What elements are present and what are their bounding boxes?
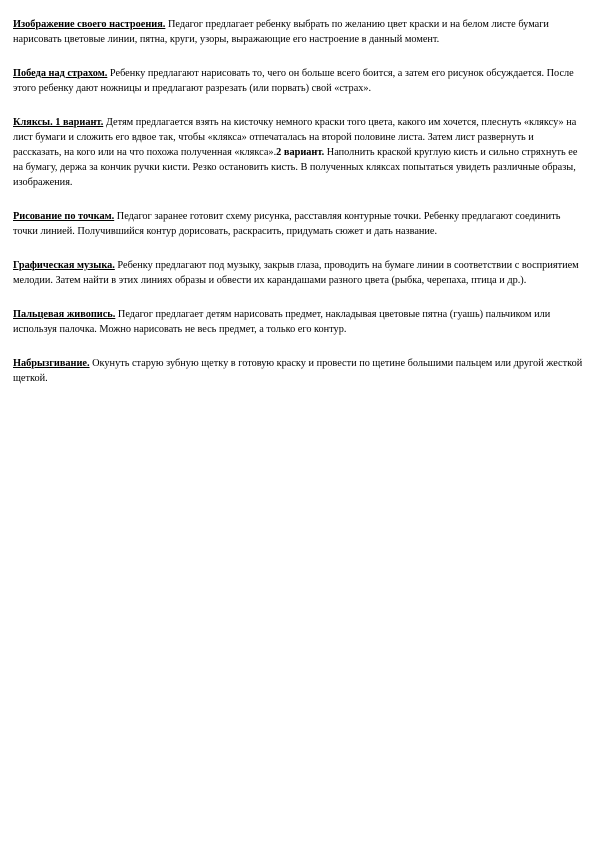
technique-description: Педагог предлагает ребенку выбрать по желанию цвет краски и на белом листе бумаги нарисовать цветовые линии, пятна, круги, узоры, выражающие его настроение в данный момент. <box>13 19 549 45</box>
technique-title: Набрызгивание. <box>13 358 90 369</box>
technique-description: Ребенку предлагают нарисовать то, чего он больше всего боится, а затем его рисунок обсуждается. После этого ребенку дают ножницы и предлагают разрезать (или порвать) свой «страх». <box>13 68 574 94</box>
paragraph-mood-drawing <box>13 17 583 47</box>
technique-title: Рисование по точкам. <box>13 211 115 222</box>
paragraph-victory-over-fear <box>13 66 583 96</box>
technique-description: Педагог предлагает детям нарисовать предмет, накладывая цветовые пятна (гуашь) пальчиком или используя палочка. Можно нарисовать не весь предмет, а только его контур. <box>13 309 551 335</box>
variant-label: 2 вариант. <box>276 147 325 158</box>
document-page <box>13 17 583 405</box>
paragraph-graphic-music <box>13 258 583 288</box>
variant-description: Наполнить краской круглую кисть и сильно стряхнуть ее на бумагу, держа за кончик ручки кисти. Резко остановить кисть. В полученных кляксах попытаться увидеть различные образы, изображения. <box>13 147 578 188</box>
technique-description: Ребенку предлагают под музыку, закрыв глаза, проводить на бумаге линии в соответствии с восприятием мелодии. Затем найти в этих линиях образы и обвести их карандашами разного цвета (рыбка, черепаха, птица и др.). <box>13 260 579 286</box>
technique-title: Пальцевая живопись. <box>13 309 116 320</box>
technique-description: Окунуть старую зубную щетку в готовую краску и провести по щетине большими пальцем или другой жесткой щеткой. <box>13 358 583 384</box>
technique-description: Педагог заранее готовит схему рисунка, расставляя контурные точки. Ребенку предлагают соединить точки линией. Получившийся контур дорисовать, раскрасить, придумать сюжет и дать название. <box>13 211 561 237</box>
technique-title: Кляксы. 1 вариант. <box>13 117 104 128</box>
technique-title: Победа над страхом. <box>13 68 108 79</box>
paragraph-blots <box>13 115 583 190</box>
technique-title: Графическая музыка. <box>13 260 115 271</box>
technique-description: Детям предлагается взять на кисточку немного краски того цвета, какого им хочется, плеснуть «кляксу» на лист бумаги и сложить его вдвое так, чтобы «клякса» отпечаталась на второй половине листа. Затем лист развернуть и рассказать, на кого или на что похожа полученная «клякса». <box>13 117 577 158</box>
technique-title: Изображение своего настроения. <box>13 19 166 30</box>
paragraph-dot-drawing <box>13 209 583 239</box>
paragraph-splattering <box>13 356 583 386</box>
paragraph-finger-painting <box>13 307 583 337</box>
